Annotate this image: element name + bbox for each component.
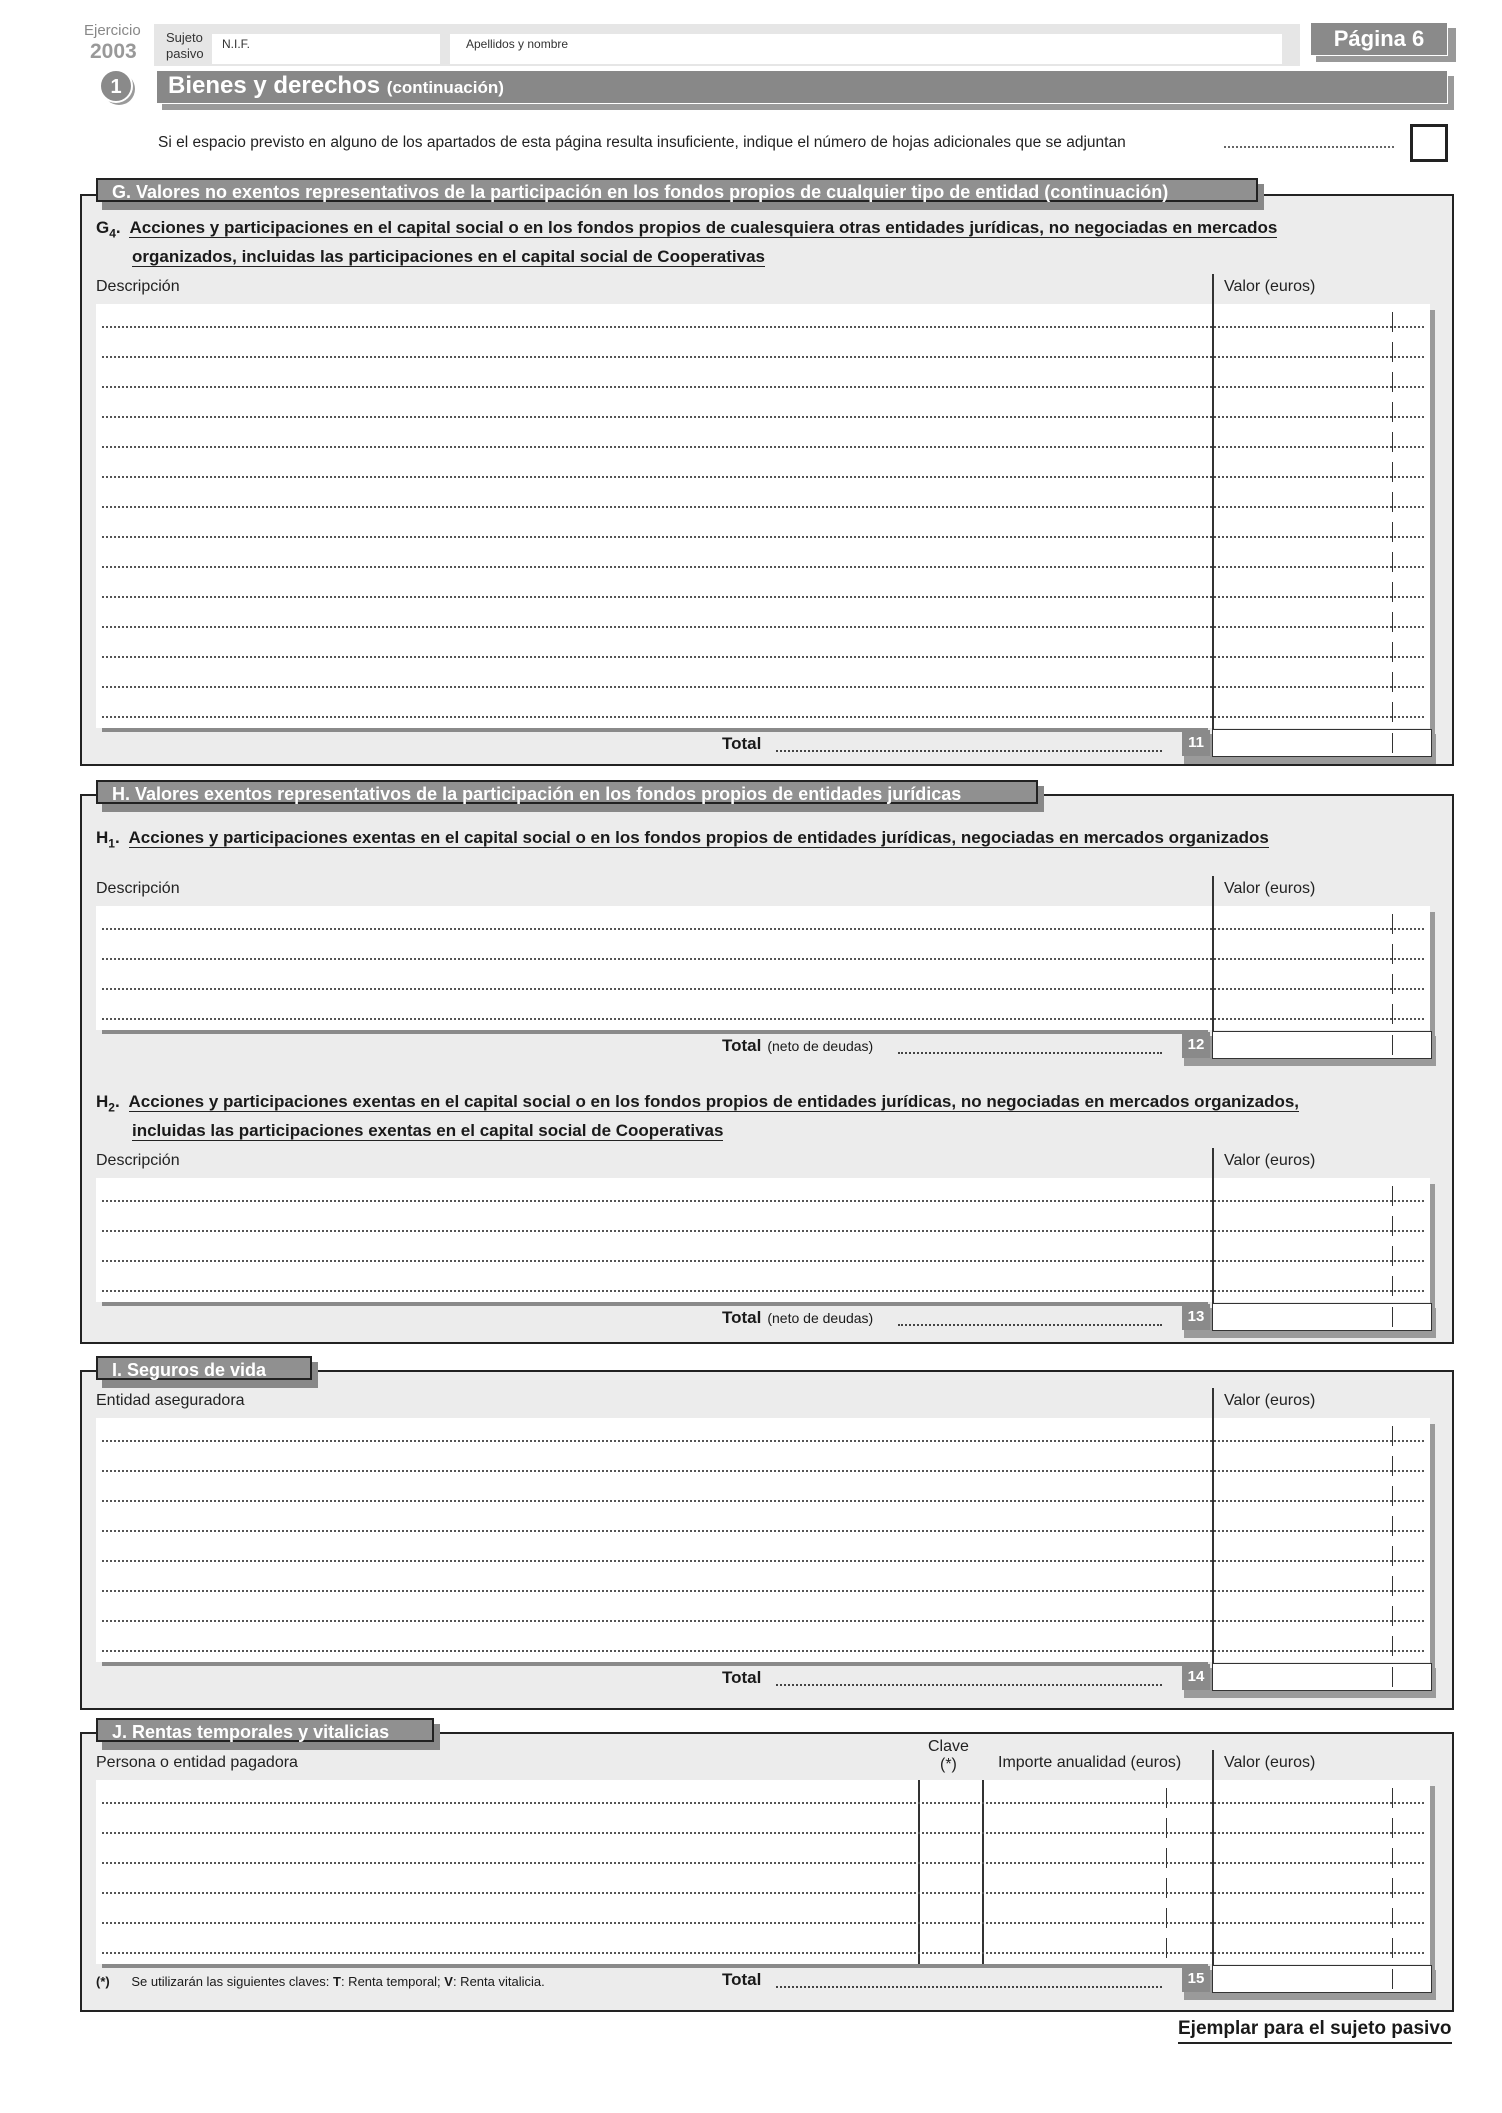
entry-row[interactable] — [102, 1892, 1424, 1894]
total-box-number: 13 — [1182, 1304, 1210, 1330]
footnote-key-t: T — [333, 1974, 341, 1989]
cents-tick — [1392, 1576, 1393, 1596]
entry-row[interactable] — [102, 1922, 1424, 1924]
value-column-divider — [1212, 1750, 1214, 1994]
j-col-clave-line1: Clave — [928, 1738, 969, 1755]
entry-row[interactable] — [102, 1230, 1424, 1232]
cents-tick — [1392, 1878, 1393, 1898]
cents-tick — [1392, 492, 1393, 512]
cents-tick — [1392, 1908, 1393, 1928]
entry-row[interactable] — [102, 1530, 1424, 1532]
panel-i-tab: I. Seguros de vida — [96, 1356, 312, 1380]
cents-tick — [1166, 1878, 1167, 1898]
h1-table — [96, 876, 1430, 1056]
entry-row[interactable] — [102, 1560, 1424, 1562]
entry-row[interactable] — [102, 1832, 1424, 1834]
h2-heading — [96, 1090, 1299, 1143]
h1-heading-line1: Acciones y participaciones exentas en el capital social o en los fondos propios de entidades jurídicas, negociadas en mercados organizados — [128, 828, 1269, 847]
j-col-persona: Persona o entidad pagadora — [96, 1754, 298, 1771]
cents-tick — [1166, 1788, 1167, 1808]
entry-row[interactable] — [102, 1802, 1424, 1804]
cents-tick — [1392, 1426, 1393, 1446]
cents-tick — [1166, 1818, 1167, 1838]
g-table — [96, 274, 1430, 753]
cents-tick — [1392, 642, 1393, 662]
cents-tick — [1392, 1606, 1393, 1626]
value-column-divider — [1212, 1388, 1214, 1692]
cents-tick — [1392, 974, 1393, 994]
ejercicio-label: Ejercicio — [84, 22, 141, 39]
total-value-box[interactable] — [1212, 1031, 1432, 1059]
g4-heading-line2: organizados, incluidas las participaciones en el capital social de Cooperativas — [132, 247, 765, 267]
column-divider — [982, 1780, 984, 1964]
cents-tick — [1392, 1216, 1393, 1236]
h2-col-valor: Valor (euros) — [1224, 1152, 1316, 1169]
total-leader-dots — [898, 1038, 1162, 1054]
cents-tick — [1392, 1546, 1393, 1566]
cents-tick — [1392, 1788, 1393, 1808]
entry-row[interactable] — [102, 1018, 1424, 1020]
total-rule — [102, 1030, 1208, 1034]
entry-row[interactable] — [102, 988, 1424, 990]
section-title-text: Bienes y derechos — [168, 72, 381, 99]
total-rule — [102, 1302, 1208, 1306]
cents-tick — [1392, 612, 1393, 632]
cents-tick — [1392, 914, 1393, 934]
entry-row[interactable] — [102, 416, 1424, 418]
cents-tick — [1392, 1969, 1393, 1989]
sujeto-label-line1: Sujeto — [166, 30, 203, 45]
entry-row[interactable] — [102, 1200, 1424, 1202]
entry-row[interactable] — [102, 446, 1424, 448]
cents-tick — [1392, 733, 1393, 753]
cents-tick — [1392, 1035, 1393, 1055]
cents-tick — [1392, 672, 1393, 692]
cents-tick — [1392, 402, 1393, 422]
total-leader-dots — [776, 736, 1162, 752]
j-col-clave-line2: (*) — [940, 1756, 957, 1773]
total-box-number: 14 — [1182, 1664, 1210, 1690]
entry-row[interactable] — [102, 596, 1424, 598]
section-title — [168, 70, 504, 104]
entry-row[interactable] — [102, 536, 1424, 538]
entry-row[interactable] — [102, 476, 1424, 478]
h2-col-descripcion: Descripción — [96, 1152, 180, 1169]
footnote-text: Se utilizarán las siguientes claves: — [131, 1974, 333, 1989]
table-shadow — [1430, 310, 1435, 764]
total-rule — [102, 728, 1208, 732]
h2-heading-line2: incluidas las participaciones exentas en el capital social de Cooperativas — [132, 1121, 724, 1141]
total-label: Total (neto de deudas) — [722, 1308, 874, 1327]
total-label: Total — [722, 1668, 762, 1687]
page-number: Página 6 — [1310, 22, 1448, 56]
apellidos-field[interactable] — [450, 34, 1282, 64]
nif-label: N.I.F. — [222, 37, 251, 51]
entry-row[interactable] — [102, 958, 1424, 960]
g-col-descripcion: Descripción — [96, 278, 180, 295]
cents-tick — [1392, 1938, 1393, 1958]
cents-tick — [1392, 1818, 1393, 1838]
total-box-number: 15 — [1182, 1966, 1210, 1992]
i-col-valor: Valor (euros) — [1224, 1392, 1316, 1409]
footnote-mark: (*) — [96, 1974, 110, 1989]
g4-code: $G_4$. — [96, 218, 130, 241]
total-label: Total (neto de deudas) — [722, 1036, 874, 1055]
entry-row[interactable] — [102, 716, 1424, 718]
entry-row[interactable] — [102, 1500, 1424, 1502]
total-rule — [102, 1662, 1208, 1666]
entry-row[interactable] — [102, 1862, 1424, 1864]
cents-tick — [1392, 1004, 1393, 1024]
sujeto-pasivo-label — [166, 30, 204, 62]
table-writing-area — [96, 1418, 1430, 1662]
cents-tick — [1166, 1908, 1167, 1928]
entry-row[interactable] — [102, 1650, 1424, 1652]
total-box-number: 12 — [1182, 1032, 1210, 1058]
j-col-valor: Valor (euros) — [1224, 1754, 1316, 1771]
table-writing-area — [96, 304, 1430, 728]
cents-tick — [1392, 1516, 1393, 1536]
h2-table — [96, 1148, 1430, 1328]
j-col-importe: Importe anualidad (euros) — [998, 1754, 1182, 1771]
h1-col-descripcion: Descripción — [96, 880, 180, 897]
cents-tick — [1392, 1848, 1393, 1868]
entry-row[interactable] — [102, 326, 1424, 328]
cents-tick — [1392, 1276, 1393, 1296]
apellidos-label: Apellidos y nombre — [466, 37, 569, 51]
cents-tick — [1392, 552, 1393, 572]
entry-row[interactable] — [102, 686, 1424, 688]
g-col-valor: Valor (euros) — [1224, 278, 1316, 295]
total-rule — [102, 1964, 1208, 1968]
cents-tick — [1392, 1667, 1393, 1687]
cents-tick — [1392, 1246, 1393, 1266]
cents-tick — [1392, 702, 1393, 722]
entry-row[interactable] — [102, 566, 1424, 568]
total-box-number: 11 — [1182, 730, 1210, 756]
total-leader-dots — [898, 1310, 1162, 1326]
g4-heading-line1: Acciones y participaciones en el capital social o en los fondos propios de cualesquiera otras entidades jurídicas, no negociadas en mercados — [129, 218, 1278, 237]
entry-row[interactable] — [102, 1620, 1424, 1622]
sujeto-label-line2: pasivo — [166, 46, 204, 61]
cents-tick — [1392, 582, 1393, 602]
clave-footnote — [96, 1974, 545, 1989]
footnote-key-t-text: : Renta temporal; — [340, 1974, 445, 1989]
entry-row[interactable] — [102, 928, 1424, 930]
cents-tick — [1392, 1486, 1393, 1506]
entry-row[interactable] — [102, 506, 1424, 508]
cents-tick — [1392, 312, 1393, 332]
total-label: Total — [722, 734, 762, 753]
entry-row[interactable] — [102, 626, 1424, 628]
i-col-entidad: Entidad aseguradora — [96, 1392, 245, 1409]
table-writing-area — [96, 906, 1430, 1030]
h1-col-valor: Valor (euros) — [1224, 880, 1316, 897]
cents-tick — [1392, 944, 1393, 964]
i-table — [96, 1388, 1430, 1692]
cents-tick — [1392, 522, 1393, 542]
cents-tick — [1392, 1186, 1393, 1206]
cents-tick — [1392, 372, 1393, 392]
ejercicio-year: 2003 — [90, 40, 137, 63]
entry-row[interactable] — [102, 1952, 1424, 1954]
j-table — [96, 1750, 1430, 1989]
entry-row[interactable] — [102, 1290, 1424, 1292]
table-writing-area — [96, 1780, 1430, 1964]
total-value-box[interactable] — [1212, 1303, 1432, 1331]
total-label: Total — [722, 1970, 762, 1989]
total-leader-dots — [776, 1670, 1162, 1686]
entry-row[interactable] — [102, 1260, 1424, 1262]
cents-tick — [1392, 342, 1393, 362]
entry-row[interactable] — [102, 1470, 1424, 1472]
h1-code: $H_1$. — [96, 828, 129, 851]
column-divider — [918, 1780, 920, 1964]
additional-sheets-notice: Si el espacio previsto en alguno de los apartados de esta página resulta insuficiente, indique el número de hojas adicionales que se adjuntan — [158, 134, 1126, 151]
entry-row[interactable] — [102, 1590, 1424, 1592]
cents-tick — [1166, 1848, 1167, 1868]
footnote-key-v-text: : Renta vitalicia. — [452, 1974, 545, 1989]
total-value-box[interactable] — [1212, 1663, 1432, 1691]
g4-heading — [96, 216, 1277, 269]
entry-row[interactable] — [102, 386, 1424, 388]
cents-tick — [1392, 432, 1393, 452]
entry-row[interactable] — [102, 1440, 1424, 1442]
h2-heading-line1: Acciones y participaciones exentas en el capital social o en los fondos propios de entidades jurídicas, no negociadas en mercados organizados, — [128, 1092, 1300, 1111]
section-number: 1 — [110, 76, 122, 98]
cents-tick — [1392, 462, 1393, 482]
total-value-box[interactable] — [1212, 729, 1432, 757]
table-writing-area — [96, 1178, 1430, 1302]
cents-tick — [1166, 1938, 1167, 1958]
footnote-key-v: V — [444, 1974, 453, 1989]
h1-heading — [96, 826, 1269, 855]
entry-row[interactable] — [102, 656, 1424, 658]
table-shadow — [1430, 1424, 1435, 1698]
panel-h-tab: H. Valores exentos representativos de la participación en los fondos propios de entidades jurídicas — [96, 780, 1038, 804]
cents-tick — [1392, 1456, 1393, 1476]
notice-leader-dots — [1224, 132, 1394, 148]
total-leader-dots — [776, 1972, 1162, 1988]
footer-ejemplar: Ejemplar para el sujeto pasivo — [1178, 2018, 1452, 2044]
additional-sheets-box[interactable] — [1410, 124, 1448, 162]
h2-code: $H_2$. — [96, 1092, 129, 1115]
section-title-suffix: (continuación) — [386, 78, 504, 97]
total-value-box[interactable] — [1212, 1965, 1432, 1993]
panel-g-tab: G. Valores no exentos representativos de la participación en los fondos propios de cualquier tipo de entidad (continuación) — [96, 178, 1258, 202]
cents-tick — [1392, 1636, 1393, 1656]
cents-tick — [1392, 1307, 1393, 1327]
panel-j-tab: J. Rentas temporales y vitalicias — [96, 1718, 434, 1742]
section-number-badge — [98, 68, 136, 106]
entry-row[interactable] — [102, 356, 1424, 358]
